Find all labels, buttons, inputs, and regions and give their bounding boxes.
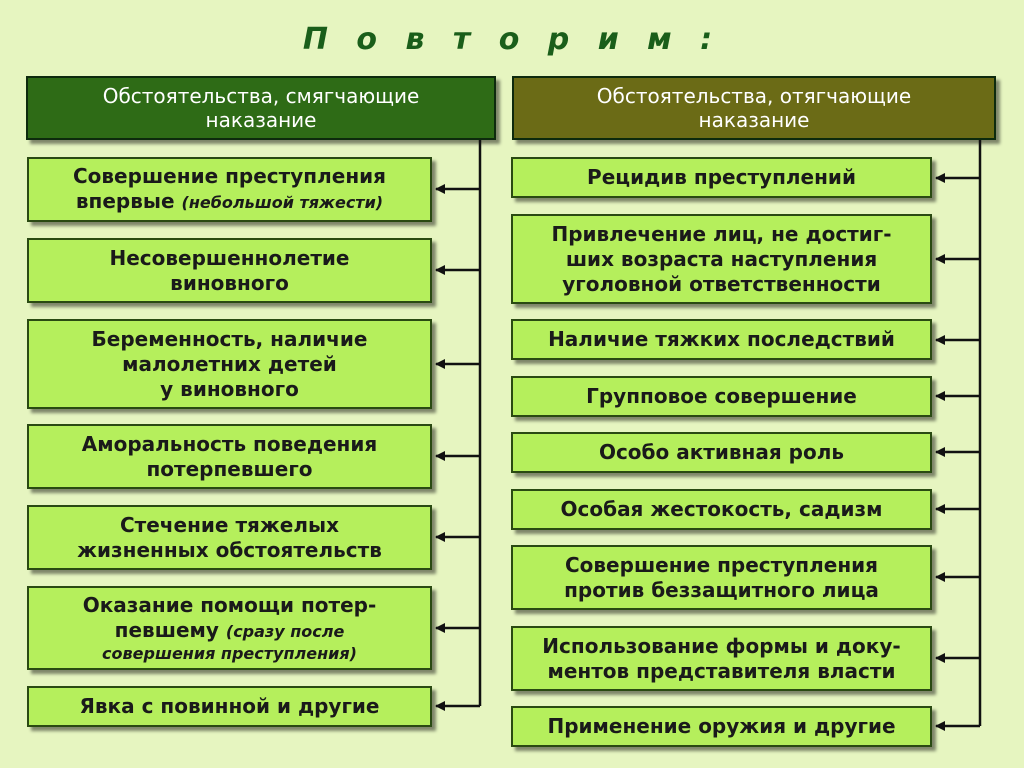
item-line: Привлечение лиц, не достиг- <box>551 221 892 246</box>
aggravating-heading-line: наказание <box>698 108 810 132</box>
item-note: (сразу после <box>225 621 345 641</box>
item-line: Рецидив преступлений <box>587 165 856 189</box>
item-line: Использование формы и доку- <box>542 633 901 658</box>
item-line: малолетних детей <box>122 351 337 376</box>
item-line: Совершение преступления <box>72 164 386 188</box>
item-line: певшему <box>114 617 219 642</box>
item-line: впервые <box>75 189 175 213</box>
item-line: Явка с повинной и другие <box>79 694 380 718</box>
item-note: совершения преступления) <box>102 643 357 663</box>
item-line: Несовершеннолетие <box>109 245 350 270</box>
item-line: Стечение тяжелых <box>119 512 339 537</box>
mitigating-heading-line: Обстоятельства, смягчающие <box>102 84 420 108</box>
item-line: ментов представителя власти <box>547 658 896 683</box>
item-line: ших возраста наступления <box>565 246 878 271</box>
item-line: жизненных обстоятельств <box>77 537 382 562</box>
item-line: Оказание помощи потер- <box>82 592 377 617</box>
item-line: Особо активная роль <box>598 440 845 464</box>
item-line: Беременность, наличие <box>91 326 368 351</box>
item-line: Аморальность поведения <box>81 431 378 456</box>
item-line: виновного <box>170 270 289 295</box>
item-line: у виновного <box>160 376 299 401</box>
item-note: (небольшой тяжести) <box>181 193 384 212</box>
item-line: Применение оружия и другие <box>547 714 896 738</box>
item-line: Совершение преступления <box>564 552 878 577</box>
item-line: против беззащитного лица <box>564 577 879 602</box>
item-line: уголовной ответственности <box>562 271 881 296</box>
mitigating-heading-line: наказание <box>205 108 317 132</box>
diagram-title: П о в т о р и м : <box>302 22 722 57</box>
item-line: Групповое совершение <box>586 384 857 408</box>
item-line: Наличие тяжких последствий <box>548 327 895 351</box>
aggravating-heading-line: Обстоятельства, отягчающие <box>596 84 912 108</box>
item-line: потерпевшего <box>146 456 313 481</box>
item-line: Особая жестокость, садизм <box>560 497 883 521</box>
